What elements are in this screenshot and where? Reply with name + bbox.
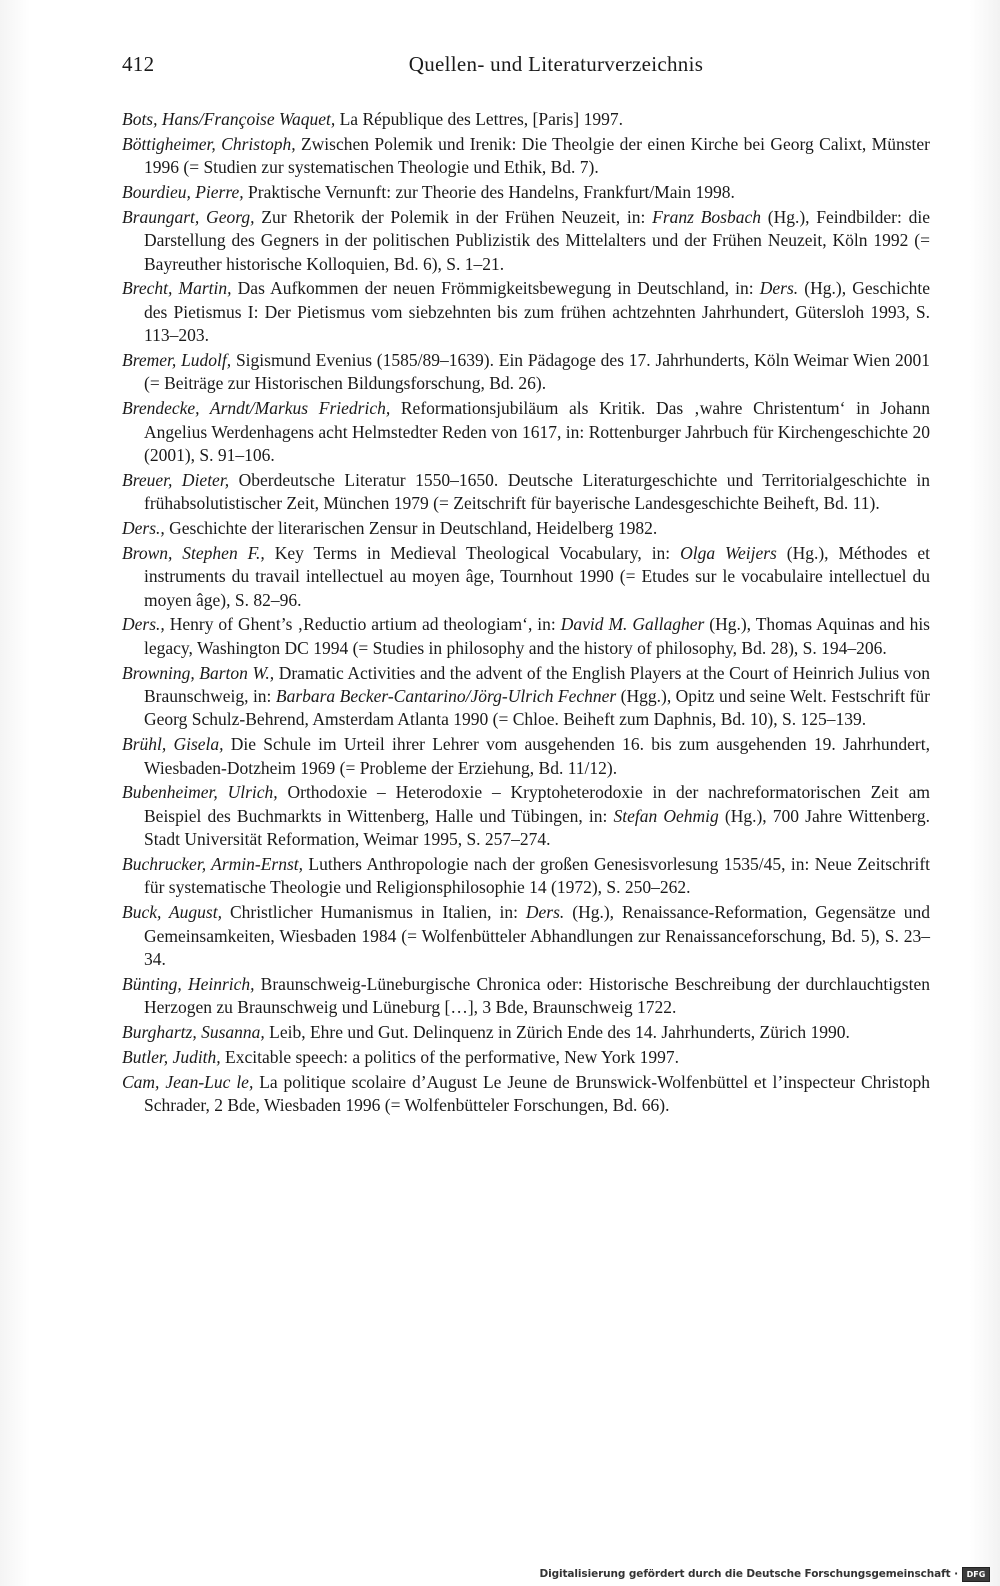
entry-author: Buchrucker, Armin-Ernst, xyxy=(122,854,304,875)
entry-text: Orthodoxie – Heterodoxie – Kryptoheterodoxie in der nachreformatorischen Zeit am Beispiel des Buchmarkts in Wittenberg, Halle und Tübingen, in: xyxy=(144,782,930,826)
entry-text: Excitable speech: a politics of the performative, New York 1997. xyxy=(220,1046,679,1067)
entry-editor: Stefan Oehmig xyxy=(613,805,719,826)
entry-text: Dramatic Activities and the advent of the English Players at the Court of Heinrich Julius von Braunschweig, in: xyxy=(144,662,930,707)
bibliography-entry xyxy=(122,613,930,660)
entry-text: Das Aufkommen der neuen Frömmigkeitsbewegung in Deutschland, in: xyxy=(231,278,760,299)
entry-author: Brühl, Gisela, xyxy=(122,734,224,755)
bibliography-entry xyxy=(122,781,930,851)
bibliography-entry xyxy=(122,108,930,131)
page-number: 412 xyxy=(122,52,155,76)
bibliography-entry xyxy=(122,901,930,971)
entry-editor: Olga Weijers xyxy=(680,542,777,563)
bibliography-entry xyxy=(122,206,930,276)
running-head: Quellen- und Literaturverzeichnis xyxy=(408,52,704,76)
bibliography-entry xyxy=(122,733,930,780)
bibliography-entry xyxy=(122,853,930,900)
entry-text: Praktische Vernunft: zur Theorie des Handelns, Frankfurt/Main 1998. xyxy=(243,182,735,202)
bibliography-entry xyxy=(122,349,930,396)
entry-editor: Ders. xyxy=(525,902,565,923)
bibliography-entry xyxy=(122,517,930,540)
entry-text-continued: (Hg.), Geschichte des Pietismus I: Der Pietismus vom siebzehnten bis zum frühen achtzehnten Jahrhundert, Gütersloh 1993, S. 113–203. xyxy=(144,278,930,346)
bibliography-entry xyxy=(122,133,930,180)
entry-author: Bremer, Ludolf, xyxy=(122,350,232,371)
entry-text-continued: (Hg.), Thomas Aquinas and his legacy, Washington DC 1994 (= Studies in philosophy and the history of philosophy, Bd. 28), S. 194–206. xyxy=(144,614,930,658)
entry-editor: Barbara Becker-Cantarino/Jörg-Ulrich Fechner xyxy=(275,686,617,707)
bibliography-entry xyxy=(122,542,930,612)
entry-text-continued: (Hgg.), Opitz und seine Welt. Festschrift für Georg Schulz-Behrend, Amsterdam Atlanta 1990 (= Chloe. Beiheft zum Daphnis, Bd. 10), S. 125–139. xyxy=(144,686,930,730)
entry-text: Geschichte der literarischen Zensur in Deutschland, Heidelberg 1982. xyxy=(164,518,658,539)
entry-author: Bots, Hans/Françoise Waquet, xyxy=(122,109,336,129)
bibliography-entry xyxy=(122,181,930,204)
entry-text: Zur Rhetorik der Polemik in der Frühen Neuzeit, in: xyxy=(254,206,653,227)
entry-author: Brecht, Martin, xyxy=(122,278,232,299)
entry-text: Leib, Ehre und Gut. Delinquenz in Zürich Ende des 14. Jahrhunderts, Zürich 1990. xyxy=(264,1022,850,1043)
entry-author: Bourdieu, Pierre, xyxy=(122,182,244,202)
entry-editor: Ders. xyxy=(759,278,799,299)
entry-editor: Franz Bosbach xyxy=(652,206,761,227)
entry-author: Browning, Barton W., xyxy=(122,662,275,683)
entry-text-continued: (Hg.), Méthodes et instruments du travail intellectuel au moyen âge, Tournhout 1990 (= Etudes sur le vocabulaire intellectuel du moyen âge), S. 82–96. xyxy=(144,542,930,610)
page-header xyxy=(122,52,930,84)
entry-text: Reformationsjubiläum als Kritik. Das ‚wahre Christentum‘ in Johann Angelius Werdenhagens acht Helmstedter Reden von 1617, in: Rottenburger Jahrbuch für Kirchengeschichte 20 (2001), S. 91–106. xyxy=(144,398,930,466)
bibliography-entry xyxy=(122,973,930,1020)
entry-author: Ders., xyxy=(122,614,165,635)
entry-author: Breuer, Dieter, xyxy=(122,469,230,490)
entry-text: Christlicher Humanismus in Italien, in: xyxy=(221,902,526,923)
dfg-logo: DFG xyxy=(962,1567,990,1582)
bibliography-entry xyxy=(122,1071,930,1118)
bibliography-entry xyxy=(122,1046,930,1069)
footer-text: Digitalisierung gefördert durch die Deutsche Forschungsgemeinschaft · xyxy=(539,1568,958,1580)
entry-author: Brown, Stephen F., xyxy=(122,542,265,563)
entry-author: Buck, August, xyxy=(122,902,222,923)
entry-author: Braungart, Georg, xyxy=(122,206,255,227)
bibliography-entry xyxy=(122,397,930,467)
entry-text: Braunschweig-Lüneburgische Chronica oder: Historische Beschreibung der durchlauchtigsten Herzogen zu Braunschweig und Lüneburg […], 3 Bde, Braunschweig 1722. xyxy=(144,973,930,1018)
entry-text: Die Schule im Urteil ihrer Lehrer vom ausgehenden 16. bis zum ausgehenden 19. Jahrhundert, Wiesbaden-Dotzheim 1969 (= Probleme der Erziehung, Bd. 11/12). xyxy=(144,734,930,778)
bibliography-entry xyxy=(122,662,930,732)
entry-text: Luthers Anthropologie nach der großen Genesisvorlesung 1535/45, in: Neue Zeitschrift für systematische Theologie und Religionsphilosophie 14 (1972), S. 250–262. xyxy=(144,854,931,898)
digitization-footer xyxy=(539,1566,990,1582)
entry-text-continued: (Hg.), Renaissance-Reformation, Gegensätze und Gemeinsamkeiten, Wiesbaden 1984 (= Wolfenbütteler Abhandlungen zur Renaissanceforschung, Bd. 5), S. 23–34. xyxy=(144,902,930,970)
bibliography-entry xyxy=(122,1021,930,1044)
entry-text: Henry of Ghent’s ‚Reductio artium ad theologiam‘, in: xyxy=(164,614,561,635)
entry-text: Sigismund Evenius (1585/89–1639). Ein Pädagoge des 17. Jahrhunderts, Köln Weimar Wien 2001 (= Beiträge zur Historischen Bildungsforschung, Bd. 26). xyxy=(144,350,930,394)
entry-text-continued: (Hg.), 700 Jahre Wittenberg. Stadt Universität Reformation, Weimar 1995, S. 257–274. xyxy=(144,805,930,850)
bibliography-entry xyxy=(122,469,930,516)
entry-author: Böttigheimer, Christoph, xyxy=(122,133,296,154)
entry-text: Oberdeutsche Literatur 1550–1650. Deutsche Literaturgeschichte und Territorialgeschichte in frühabsolutistischer Zeit, München 1979 (= Zeitschrift für bayerische Landesgeschichte Beiheft, Bd. 11). xyxy=(144,469,930,514)
entry-author: Ders., xyxy=(122,518,165,539)
bibliography-list xyxy=(122,108,930,1119)
entry-editor: David M. Gallagher xyxy=(560,614,705,635)
entry-text: La politique scolaire d’August Le Jeune de Brunswick-Wolfenbüttel et l’inspecteur Christoph Schrader, 2 Bde, Wiesbaden 1996 (= Wolfenbütteler Forschungen, Bd. 66). xyxy=(144,1071,930,1116)
entry-text: La République des Lettres, [Paris] 1997. xyxy=(335,109,623,129)
entry-author: Brendecke, Arndt/Markus Friedrich, xyxy=(122,398,391,419)
entry-text-continued: (Hg.), Feindbilder: die Darstellung des Gegners in der politischen Publizistik des Mittelalters und der Frühen Neuzeit, Köln 1992 (= Bayreuther historische Kolloquien, Bd. 6), S. 1–21. xyxy=(144,206,930,274)
entry-author: Bubenheimer, Ulrich, xyxy=(122,782,278,803)
bibliography-entry xyxy=(122,277,930,347)
entry-author: Burghartz, Susanna, xyxy=(122,1022,265,1043)
entry-author: Bünting, Heinrich, xyxy=(122,973,255,994)
entry-author: Butler, Judith, xyxy=(122,1046,221,1067)
entry-author: Cam, Jean-Luc le, xyxy=(122,1071,254,1092)
entry-text: Key Terms in Medieval Theological Vocabulary, in: xyxy=(264,542,681,563)
entry-text: Zwischen Polemik und Irenik: Die Theolgie der einen Kirche bei Georg Calixt, Münster 1996 (= Studien zur systematischen Theologie und Ethik, Bd. 7). xyxy=(144,133,930,178)
